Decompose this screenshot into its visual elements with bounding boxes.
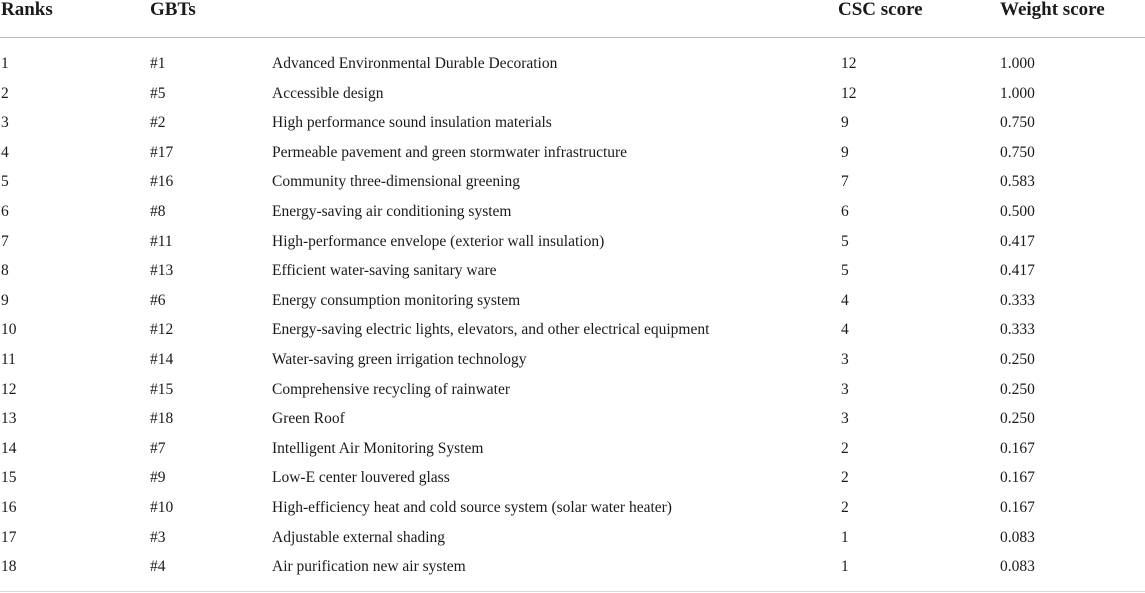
cell-gbt: #11 [150, 232, 173, 250]
cell-csc-score: 5 [841, 232, 849, 250]
cell-rank: 15 [1, 469, 17, 487]
cell-csc-score: 5 [841, 262, 849, 280]
table-row [0, 434, 1145, 464]
cell-technology-name: Permeable pavement and green stormwater infrastructure [272, 143, 628, 161]
table-body [0, 49, 1145, 582]
cell-gbt: #16 [150, 173, 174, 191]
cell-technology-name: Low-E center louvered glass [272, 469, 450, 487]
cell-gbt: #14 [150, 350, 174, 368]
cell-rank: 7 [1, 232, 9, 250]
cell-rank: 1 [1, 55, 9, 72]
cell-csc-score: 12 [841, 55, 857, 72]
cell-rank: 3 [1, 114, 9, 132]
cell-rank: 4 [1, 143, 9, 161]
table-row [0, 523, 1145, 553]
cell-csc-score: 9 [841, 143, 849, 161]
cell-csc-score: 2 [841, 498, 849, 516]
cell-technology-name: Comprehensive recycling of rainwater [272, 380, 511, 398]
table-header [0, 0, 1145, 36]
cell-rank: 6 [1, 202, 9, 220]
header-ranks: Ranks [1, 0, 53, 20]
table-bottom-divider [0, 591, 1145, 592]
cell-gbt: #6 [150, 291, 166, 309]
cell-weight-score: 0.167 [1000, 469, 1035, 487]
cell-weight-score: 0.417 [1000, 262, 1035, 280]
cell-weight-score: 0.250 [1000, 410, 1035, 428]
cell-weight-score: 0.083 [1000, 558, 1035, 576]
header-csc-score: CSC score [838, 0, 923, 20]
table-row [0, 108, 1145, 138]
table-row [0, 138, 1145, 168]
header-weight-score: Weight score [1000, 0, 1105, 20]
cell-gbt: #12 [150, 321, 174, 339]
table-row [0, 315, 1145, 345]
cell-rank: 17 [1, 528, 17, 546]
cell-weight-score: 0.250 [1000, 380, 1035, 398]
cell-technology-name: Energy consumption monitoring system [272, 291, 521, 309]
table-row [0, 256, 1145, 286]
cell-technology-name: Energy-saving electric lights, elevators, and other electrical equipment [272, 321, 710, 339]
table-row [0, 79, 1145, 109]
cell-technology-name: Accessible design [272, 84, 384, 102]
cell-gbt: #8 [150, 202, 166, 220]
table-row [0, 286, 1145, 316]
cell-weight-score: 0.250 [1000, 350, 1035, 368]
cell-technology-name: Adjustable external shading [272, 528, 446, 546]
cell-csc-score: 2 [841, 469, 849, 487]
cell-csc-score: 3 [841, 380, 849, 398]
cell-gbt: #18 [150, 410, 174, 428]
cell-weight-score: 0.167 [1000, 498, 1035, 516]
cell-weight-score: 1.000 [1000, 84, 1035, 102]
cell-rank: 5 [1, 173, 9, 191]
cell-technology-name: Advanced Environmental Durable Decoration [272, 55, 558, 72]
cell-rank: 9 [1, 291, 9, 309]
cell-gbt: #4 [150, 558, 166, 576]
table-row [0, 345, 1145, 375]
cell-weight-score: 0.333 [1000, 291, 1035, 309]
header-divider [0, 37, 1145, 38]
cell-weight-score: 0.417 [1000, 232, 1035, 250]
cell-rank: 16 [1, 498, 17, 516]
table-row [0, 49, 1145, 79]
cell-weight-score: 0.167 [1000, 439, 1035, 457]
cell-weight-score: 0.583 [1000, 173, 1035, 191]
cell-csc-score: 12 [841, 84, 857, 102]
table-row [0, 463, 1145, 493]
cell-technology-name: Energy-saving air conditioning system [272, 202, 512, 220]
cell-rank: 10 [1, 321, 17, 339]
cell-technology-name: Water-saving green irrigation technology [272, 350, 527, 368]
cell-rank: 18 [1, 558, 17, 576]
table-row [0, 375, 1145, 405]
table-row [0, 552, 1145, 582]
cell-weight-score: 0.500 [1000, 202, 1035, 220]
cell-rank: 2 [1, 84, 9, 102]
cell-gbt: #5 [150, 84, 166, 102]
cell-weight-score: 0.750 [1000, 143, 1035, 161]
cell-csc-score: 3 [841, 350, 849, 368]
cell-gbt: #7 [150, 439, 166, 457]
cell-csc-score: 4 [841, 321, 849, 339]
table-row [0, 197, 1145, 227]
cell-rank: 12 [1, 380, 17, 398]
cell-weight-score: 1.000 [1000, 55, 1035, 72]
cell-technology-name: Air purification new air system [272, 558, 466, 576]
table-row [0, 493, 1145, 523]
cell-weight-score: 0.083 [1000, 528, 1035, 546]
cell-technology-name: High-efficiency heat and cold source system (solar water heater) [272, 498, 672, 516]
cell-gbt: #9 [150, 469, 166, 487]
cell-gbt: #10 [150, 498, 174, 516]
cell-technology-name: High-performance envelope (exterior wall insulation) [272, 232, 605, 250]
cell-gbt: #2 [150, 114, 166, 132]
cell-gbt: #13 [150, 262, 174, 280]
cell-technology-name: Efficient water-saving sanitary ware [272, 262, 497, 280]
cell-csc-score: 6 [841, 202, 849, 220]
cell-rank: 14 [1, 439, 17, 457]
cell-weight-score: 0.750 [1000, 114, 1035, 132]
header-gbts: GBTs [150, 0, 196, 20]
cell-rank: 11 [1, 350, 16, 368]
cell-csc-score: 7 [841, 173, 849, 191]
cell-gbt: #3 [150, 528, 166, 546]
cell-csc-score: 2 [841, 439, 849, 457]
cell-csc-score: 4 [841, 291, 849, 309]
cell-rank: 8 [1, 262, 9, 280]
cell-gbt: #1 [150, 55, 166, 72]
cell-csc-score: 9 [841, 114, 849, 132]
cell-technology-name: Community three-dimensional greening [272, 173, 520, 191]
table-row [0, 167, 1145, 197]
cell-rank: 13 [1, 410, 17, 428]
cell-gbt: #15 [150, 380, 174, 398]
cell-technology-name: Green Roof [272, 410, 345, 428]
cell-csc-score: 3 [841, 410, 849, 428]
table-row [0, 227, 1145, 257]
cell-csc-score: 1 [841, 528, 849, 546]
cell-gbt: #17 [150, 143, 174, 161]
cell-csc-score: 1 [841, 558, 849, 576]
cell-weight-score: 0.333 [1000, 321, 1035, 339]
cell-technology-name: High performance sound insulation materials [272, 114, 552, 132]
cell-technology-name: Intelligent Air Monitoring System [272, 439, 484, 457]
table-row [0, 404, 1145, 434]
